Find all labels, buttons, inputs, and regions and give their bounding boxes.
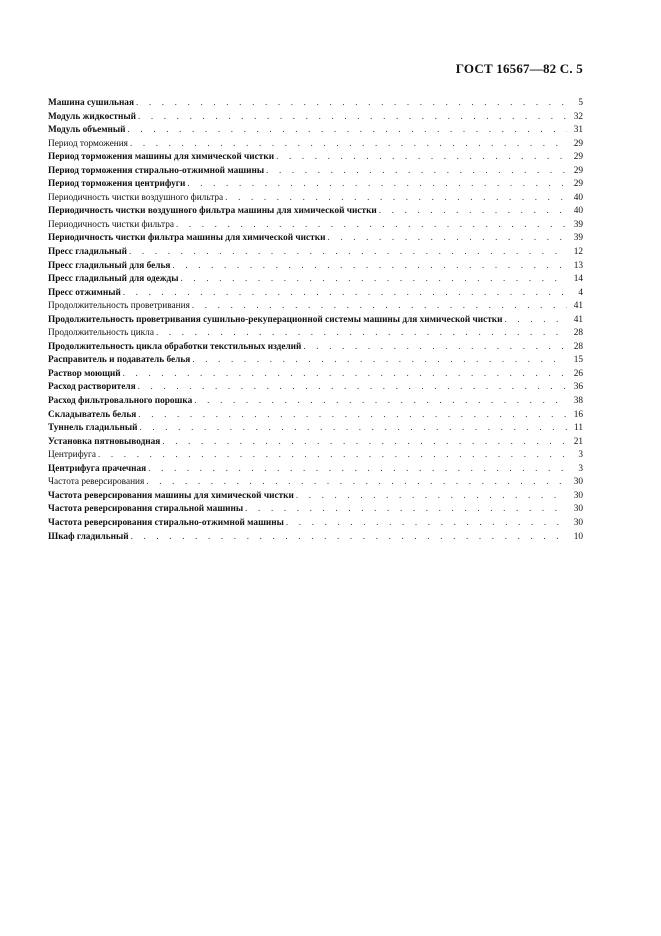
page-number: 41 bbox=[573, 314, 583, 325]
index-term: Продолжительность цикла bbox=[48, 328, 154, 339]
leader-dots bbox=[187, 177, 567, 191]
leader-dots bbox=[192, 299, 567, 313]
index-entry bbox=[48, 218, 583, 232]
index-term: Пресс гладильный для одежды bbox=[48, 274, 179, 285]
page-number: 21 bbox=[573, 436, 583, 447]
leader-dots bbox=[136, 96, 567, 110]
index-term: Частота реверсирования машины для химической чистки bbox=[48, 490, 294, 501]
index-entry bbox=[48, 353, 583, 367]
page-number: 40 bbox=[573, 192, 583, 203]
leader-dots bbox=[176, 218, 567, 232]
index-entry bbox=[48, 259, 583, 273]
leader-dots bbox=[131, 530, 567, 544]
leader-dots bbox=[138, 110, 567, 124]
index-entry bbox=[48, 137, 583, 151]
leader-dots bbox=[194, 394, 567, 408]
page-number: 38 bbox=[573, 396, 583, 407]
index-entry bbox=[48, 530, 583, 544]
index-entry bbox=[48, 286, 583, 300]
page-number: 40 bbox=[573, 206, 583, 217]
page-number: 30 bbox=[573, 477, 583, 488]
index-term: Периодичность чистки фильтра машины для химической чистки bbox=[48, 233, 326, 244]
page-number: 28 bbox=[573, 328, 583, 339]
page-number: 16 bbox=[573, 409, 583, 420]
page-number: 26 bbox=[573, 368, 583, 379]
leader-dots bbox=[123, 286, 567, 300]
index-term: Частота реверсирования bbox=[48, 477, 145, 488]
leader-dots bbox=[148, 462, 567, 476]
page-number: 32 bbox=[573, 111, 583, 122]
index-term: Период торможения центрифуги bbox=[48, 179, 186, 190]
index-entry bbox=[48, 272, 583, 286]
index-term: Пресс гладильный для белья bbox=[48, 260, 171, 271]
index-term: Складыватель белья bbox=[48, 409, 137, 420]
index-term: Расход фильтровального порошка bbox=[48, 396, 193, 407]
index-entry bbox=[48, 191, 583, 205]
index-entry bbox=[48, 421, 583, 435]
index-term: Частота реверсирования стиральной машины bbox=[48, 504, 244, 515]
page-number: 13 bbox=[573, 260, 583, 271]
index-term: Расправитель и подаватель белья bbox=[48, 355, 191, 366]
leader-dots bbox=[181, 272, 567, 286]
leader-dots bbox=[225, 191, 567, 205]
index-entry bbox=[48, 299, 583, 313]
index-term: Шкаф гладильный bbox=[48, 531, 129, 542]
page-number: 5 bbox=[578, 98, 583, 108]
leader-dots bbox=[162, 435, 567, 449]
page-number: 39 bbox=[573, 219, 583, 230]
leader-dots bbox=[129, 245, 567, 259]
index-entry bbox=[48, 475, 583, 489]
index-term: Модуль объемный bbox=[48, 125, 126, 136]
page-number: 39 bbox=[573, 233, 583, 244]
leader-dots bbox=[139, 421, 567, 435]
leader-dots bbox=[505, 313, 567, 327]
index-term: Центрифуга прачечная bbox=[48, 463, 147, 474]
index-entry bbox=[48, 123, 583, 137]
page-number: 30 bbox=[573, 504, 583, 515]
index-term: Продолжительность проветривания сушильно-рекуперационной системы машины для химической чистки bbox=[48, 314, 503, 325]
leader-dots bbox=[138, 408, 567, 422]
index-entry bbox=[48, 177, 583, 191]
index-entry bbox=[48, 380, 583, 394]
index-entry bbox=[48, 96, 583, 110]
index-term: Пресс гладильный bbox=[48, 247, 127, 258]
index-entry bbox=[48, 204, 583, 218]
index-term: Период торможения машины для химической чистки bbox=[48, 152, 275, 163]
page-number: 31 bbox=[573, 125, 583, 136]
page-number: 14 bbox=[573, 274, 583, 285]
page-number: 15 bbox=[573, 355, 583, 366]
index-term: Продолжительность цикла обработки текстильных изделий bbox=[48, 341, 302, 352]
index-term: Установка пятновыводная bbox=[48, 436, 161, 447]
leader-dots bbox=[327, 231, 567, 245]
page-number: 28 bbox=[573, 341, 583, 352]
leader-dots bbox=[245, 502, 567, 516]
index-entry bbox=[48, 408, 583, 422]
leader-dots bbox=[286, 516, 567, 530]
page-number: 29 bbox=[573, 165, 583, 176]
leader-dots bbox=[266, 164, 567, 178]
index-term: Модуль жидкостный bbox=[48, 111, 136, 122]
page-number: 30 bbox=[573, 517, 583, 528]
index-entry bbox=[48, 394, 583, 408]
index-term: Раствор моющий bbox=[48, 368, 121, 379]
index-entry bbox=[48, 245, 583, 259]
leader-dots bbox=[276, 150, 567, 164]
index-term: Частота реверсирования стирально-отжимной машины bbox=[48, 517, 284, 528]
leader-dots bbox=[156, 326, 567, 340]
index-term: Машина сушильная bbox=[48, 98, 134, 108]
page-header: ГОСТ 16567—82 С. 5 bbox=[455, 61, 583, 76]
index-entry bbox=[48, 150, 583, 164]
index-term: Периодичность чистки воздушного фильтра bbox=[48, 192, 224, 203]
page-number: 3 bbox=[578, 450, 583, 461]
page-number: 12 bbox=[573, 247, 583, 258]
alphabetical-index bbox=[48, 96, 583, 543]
index-entry bbox=[48, 489, 583, 503]
page-number: 4 bbox=[578, 287, 583, 298]
leader-dots bbox=[379, 204, 567, 218]
index-entry bbox=[48, 516, 583, 530]
index-entry bbox=[48, 502, 583, 516]
page-number: 29 bbox=[573, 179, 583, 190]
page-number: 30 bbox=[573, 490, 583, 501]
page-number: 11 bbox=[574, 423, 583, 434]
page-number: 41 bbox=[573, 301, 583, 312]
leader-dots bbox=[146, 475, 567, 489]
page-number: 10 bbox=[573, 531, 583, 542]
leader-dots bbox=[296, 489, 567, 503]
page-number: 29 bbox=[573, 152, 583, 163]
index-term: Туннель гладильный bbox=[48, 423, 138, 434]
leader-dots bbox=[172, 259, 567, 273]
index-entry bbox=[48, 313, 583, 327]
page-number: 3 bbox=[578, 463, 583, 474]
page-number: 36 bbox=[573, 382, 583, 393]
index-entry bbox=[48, 110, 583, 124]
index-entry bbox=[48, 435, 583, 449]
index-entry bbox=[48, 367, 583, 381]
leader-dots bbox=[138, 380, 567, 394]
index-term: Пресс отжимный bbox=[48, 287, 121, 298]
leader-dots bbox=[98, 448, 567, 462]
leader-dots bbox=[128, 123, 567, 137]
index-term: Расход растворителя bbox=[48, 382, 136, 393]
page-number: 29 bbox=[573, 138, 583, 149]
index-entry bbox=[48, 326, 583, 340]
leader-dots bbox=[130, 137, 567, 151]
index-term: Центрифуга bbox=[48, 450, 96, 461]
leader-dots bbox=[303, 340, 567, 354]
index-entry bbox=[48, 164, 583, 178]
index-term: Период торможения стирально-отжимной машины bbox=[48, 165, 265, 176]
index-entry bbox=[48, 448, 583, 462]
index-term: Периодичность чистки фильтра bbox=[48, 219, 174, 230]
leader-dots bbox=[192, 353, 567, 367]
index-entry bbox=[48, 231, 583, 245]
leader-dots bbox=[123, 367, 567, 381]
index-entry bbox=[48, 340, 583, 354]
index-term: Продолжительность проветривания bbox=[48, 301, 190, 312]
index-term: Периодичность чистки воздушного фильтра машины для химической чистки bbox=[48, 206, 377, 217]
index-term: Период торможения bbox=[48, 138, 128, 149]
index-entry bbox=[48, 462, 583, 476]
